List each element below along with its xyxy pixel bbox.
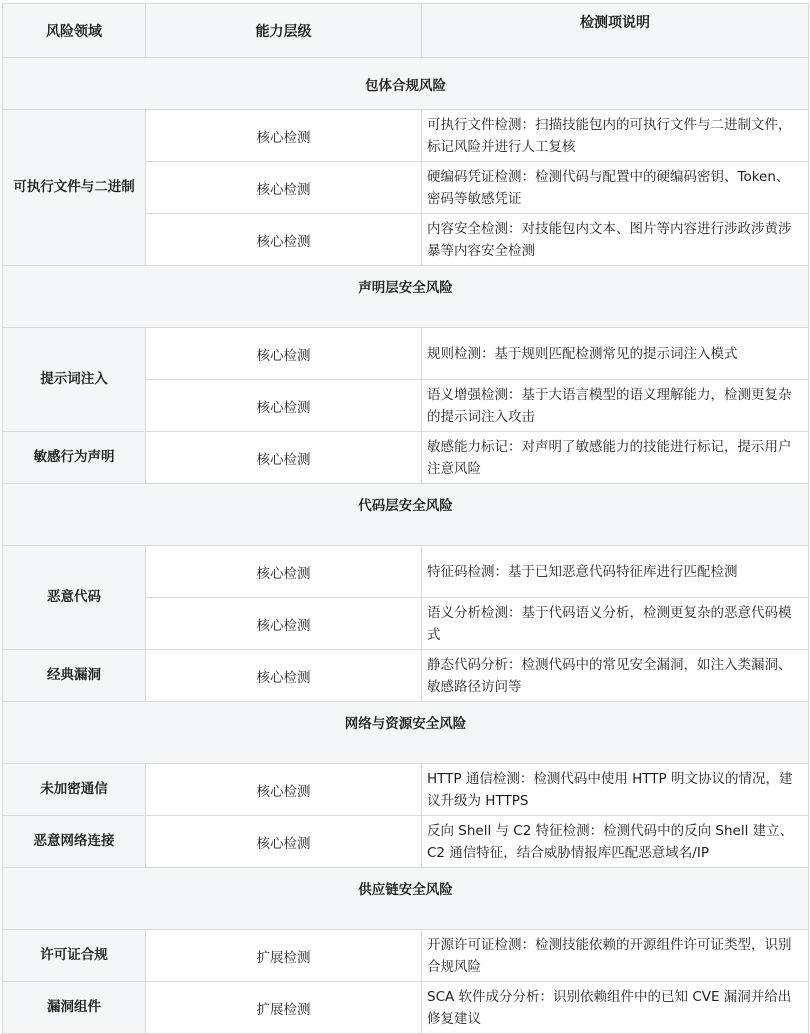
risk-area-cell: 可执行文件与二进制 bbox=[3, 110, 146, 266]
table-row bbox=[3, 546, 809, 598]
desc-cell: 语义分析检测：基于代码语义分析，检测更复杂的恶意代码模式 bbox=[422, 598, 809, 650]
section-row bbox=[3, 58, 809, 110]
level-cell: 核心检测 bbox=[146, 110, 422, 162]
table-row bbox=[3, 432, 809, 484]
table-row bbox=[3, 816, 809, 868]
desc-cell: 规则检测：基于规则匹配检测常见的提示词注入模式 bbox=[422, 328, 809, 380]
risk-area-cell: 恶意网络连接 bbox=[3, 816, 146, 868]
section-row bbox=[3, 484, 809, 546]
table-row bbox=[3, 764, 809, 816]
risk-area-cell: 许可证合规 bbox=[3, 930, 146, 982]
risk-area-cell: 经典漏洞 bbox=[3, 650, 146, 702]
section-title: 声明层安全风险 bbox=[3, 266, 809, 328]
risk-area-cell: 敏感行为声明 bbox=[3, 432, 146, 484]
header-area: 风险领域 bbox=[3, 4, 146, 58]
desc-cell: 开源许可证检测：检测技能依赖的开源组件许可证类型，识别合规风险 bbox=[422, 930, 809, 982]
desc-cell: 敏感能力标记：对声明了敏感能力的技能进行标记，提示用户注意风险 bbox=[422, 432, 809, 484]
level-cell: 核心检测 bbox=[146, 764, 422, 816]
section-title: 网络与资源安全风险 bbox=[3, 702, 809, 764]
table-header-row bbox=[3, 4, 809, 58]
level-cell: 扩展检测 bbox=[146, 982, 422, 1034]
table-row bbox=[3, 930, 809, 982]
desc-cell: 反向 Shell 与 C2 特征检测：检测代码中的反向 Shell 建立、C2 通信特征，结合威胁情报库匹配恶意域名/IP bbox=[422, 816, 809, 868]
level-cell: 核心检测 bbox=[146, 328, 422, 380]
header-level: 能力层级 bbox=[146, 4, 422, 58]
header-desc: 检测项说明 bbox=[422, 4, 809, 58]
level-cell: 核心检测 bbox=[146, 380, 422, 432]
table-row bbox=[3, 328, 809, 380]
level-cell: 核心检测 bbox=[146, 650, 422, 702]
desc-cell: 特征码检测：基于已知恶意代码特征库进行匹配检测 bbox=[422, 546, 809, 598]
desc-cell: 可执行文件检测：扫描技能包内的可执行文件与二进制文件，标记风险并进行人工复核 bbox=[422, 110, 809, 162]
level-cell: 扩展检测 bbox=[146, 930, 422, 982]
level-cell: 核心检测 bbox=[146, 432, 422, 484]
level-cell: 核心检测 bbox=[146, 598, 422, 650]
table-row bbox=[3, 650, 809, 702]
risk-detection-table bbox=[2, 3, 809, 1034]
desc-cell: 语义增强检测：基于大语言模型的语义理解能力，检测更复杂的提示词注入攻击 bbox=[422, 380, 809, 432]
desc-cell: 内容安全检测：对技能包内文本、图片等内容进行涉政涉黄涉暴等内容安全检测 bbox=[422, 214, 809, 266]
section-row bbox=[3, 702, 809, 764]
table-row bbox=[3, 982, 809, 1034]
level-cell: 核心检测 bbox=[146, 162, 422, 214]
desc-cell: SCA 软件成分分析：识别依赖组件中的已知 CVE 漏洞并给出修复建议 bbox=[422, 982, 809, 1034]
section-title: 供应链安全风险 bbox=[3, 868, 809, 930]
section-title: 代码层安全风险 bbox=[3, 484, 809, 546]
risk-area-cell: 提示词注入 bbox=[3, 328, 146, 432]
level-cell: 核心检测 bbox=[146, 816, 422, 868]
table-row bbox=[3, 110, 809, 162]
desc-cell: 硬编码凭证检测：检测代码与配置中的硬编码密钥、Token、密码等敏感凭证 bbox=[422, 162, 809, 214]
desc-cell: HTTP 通信检测：检测代码中使用 HTTP 明文协议的情况，建议升级为 HTTPS bbox=[422, 764, 809, 816]
section-row bbox=[3, 868, 809, 930]
risk-area-cell: 恶意代码 bbox=[3, 546, 146, 650]
level-cell: 核心检测 bbox=[146, 546, 422, 598]
risk-area-cell: 未加密通信 bbox=[3, 764, 146, 816]
level-cell: 核心检测 bbox=[146, 214, 422, 266]
risk-area-cell: 漏洞组件 bbox=[3, 982, 146, 1034]
section-title: 包体合规风险 bbox=[3, 58, 809, 110]
desc-cell: 静态代码分析：检测代码中的常见安全漏洞，如注入类漏洞、敏感路径访问等 bbox=[422, 650, 809, 702]
section-row bbox=[3, 266, 809, 328]
